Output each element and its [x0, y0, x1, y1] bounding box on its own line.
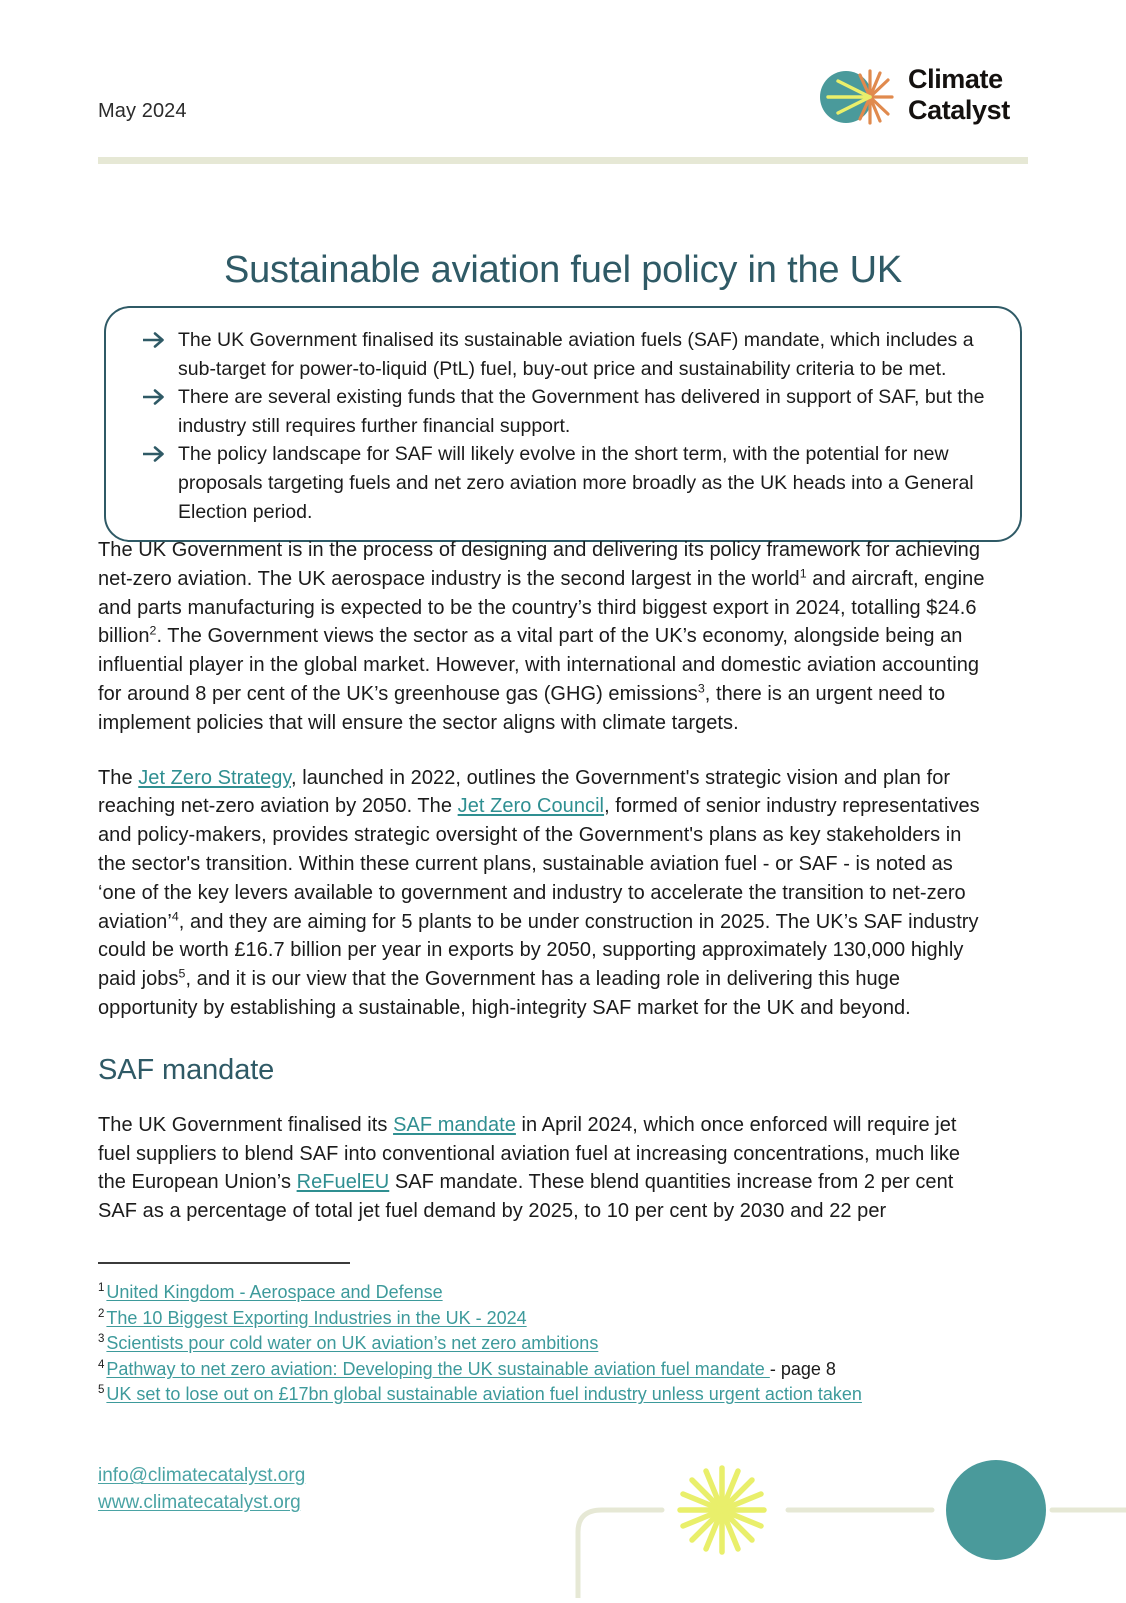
list-item	[126, 383, 994, 440]
list-item	[126, 326, 994, 383]
paragraph-text: The UK Government finalised its	[98, 1113, 394, 1136]
arrow-right-icon	[142, 443, 166, 465]
paragraph-text: and aircraft, engine and parts manufacturing is expected to be the country’s third biggest export in 2024, totalling $24.6 billion	[98, 567, 985, 648]
paragraph-text: in April 2024, which once enforced will require jet fuel suppliers to blend SAF into conventional aviation fuel at increasing concentrations, much like the European Union’s	[98, 1113, 961, 1194]
link-saf-mandate[interactable]: SAF mandate	[393, 1113, 516, 1136]
link-jet-zero-strategy[interactable]: Jet Zero Strategy	[138, 766, 291, 789]
logo-line-1: Climate	[908, 64, 1003, 94]
footnote-divider	[98, 1262, 350, 1264]
sunburst-icon	[680, 1468, 764, 1552]
key-points-list	[126, 326, 994, 526]
footnote-item	[98, 1331, 1028, 1357]
climate-catalyst-logo	[814, 62, 1028, 130]
footer-email-link[interactable]: info@climatecatalyst.org	[98, 1465, 306, 1486]
document-header	[98, 62, 1028, 152]
climate-catalyst-sunburst-logo-icon	[814, 66, 900, 128]
document-date: May 2024	[98, 100, 187, 122]
footer-website-link[interactable]: www.climatecatalyst.org	[98, 1492, 301, 1513]
header-divider	[98, 157, 1028, 164]
footnote-ref-2[interactable]: 2	[149, 623, 157, 638]
key-points-callout	[104, 306, 1022, 542]
paragraph-text: , there is an urgent need to implement policies that will ensure the sector aligns with climate targets.	[98, 682, 946, 734]
footnote-item	[98, 1306, 1028, 1332]
footer-decoration-graphic	[540, 1400, 1126, 1598]
paragraph-text: . The Government views the sector as a vital part of the UK’s economy, alongside being an influential player in the global market. However, with international and domestic aviation accounting for around 8 per cent of the UK’s greenhouse gas (GHG) emissions	[98, 625, 980, 705]
footnote-number: 4	[98, 1358, 105, 1371]
paragraph-text: , and they are aiming for 5 plants to be under construction in 2025. The UK’s SAF industry could be worth £16.7 billion per year in exports by 2050, supporting approximately 130,000 highly paid jobs	[98, 910, 979, 991]
footer-contact-links	[98, 1462, 305, 1516]
footnote-number: 1	[98, 1282, 105, 1294]
logo-line-2: Catalyst	[908, 95, 1010, 125]
footnote-number: 5	[98, 1384, 105, 1396]
paragraph-saf-mandate	[98, 1111, 990, 1226]
paragraph-text: The UK Government is in the process of designing and delivering its policy framework for achieving net-zero aviation. The UK aerospace industry is the second largest in the world	[98, 539, 980, 590]
arrow-right-icon	[142, 329, 166, 351]
footnotes-section	[98, 1262, 1028, 1408]
page-title: Sustainable aviation fuel policy in the UK	[223, 249, 903, 292]
footnote-link[interactable]: Pathway to net zero aviation: Developing the UK sustainable aviation fuel mandate	[106, 1358, 770, 1379]
footnote-link[interactable]: Scientists pour cold water on UK aviation’s net zero ambitions	[106, 1333, 599, 1353]
paragraph-jet-zero	[98, 764, 990, 1023]
footnote-item	[98, 1280, 1028, 1306]
footnote-ref-3[interactable]: 3	[697, 681, 705, 696]
paragraph-text: SAF mandate. These blend quantities increase from 2 per cent SAF as a percentage of total jet fuel demand by 2025, to 10 per cent by 2030 and 22 per	[98, 1171, 954, 1223]
footnote-ref-1[interactable]: 1	[799, 566, 807, 581]
key-point-text: The UK Government finalised its sustainable aviation fuels (SAF) mandate, which includes a sub-target for power-to-liquid (PtL) fuel, buy-out price and sustainability criteria to be met.	[178, 329, 974, 380]
footnote-suffix: - page 8	[769, 1358, 836, 1379]
document-body	[98, 536, 990, 1226]
footnote-ref-4[interactable]: 4	[171, 908, 179, 923]
link-refueleu[interactable]: ReFuelEU	[296, 1171, 390, 1194]
section-heading-saf-mandate: SAF mandate	[98, 1053, 275, 1086]
paragraph-intro	[98, 536, 990, 738]
paragraph-text: The	[98, 766, 139, 789]
footnote-link[interactable]: The 10 Biggest Exporting Industries in the UK - 2024	[106, 1307, 527, 1328]
key-point-text: The policy landscape for SAF will likely evolve in the short term, with the potential for new proposals targeting fuels and net zero aviation more broadly as the UK heads into a General Election period.	[178, 443, 974, 523]
footnote-link[interactable]: United Kingdom - Aerospace and Defense	[106, 1282, 443, 1302]
arrow-right-icon	[142, 386, 166, 408]
key-point-text: There are several existing funds that the Government has delivered in support of SAF, but the industry still requires further financial support.	[178, 386, 985, 437]
paragraph-text: , launched in 2022, outlines the Government's strategic vision and plan for reaching net-zero aviation by 2050. The	[98, 766, 951, 818]
paragraph-text: , formed of senior industry representatives and policy-makers, provides strategic oversight of the Government's plans as key stakeholders in the sector's transition. Within these current plans, sustainable aviation fuel - or SAF - is noted as ‘one of the key levers available to government and industry to accelerate the transition to net-zero aviation’	[98, 795, 980, 933]
footnote-ref-5[interactable]: 5	[178, 966, 186, 981]
footnote-item	[98, 1357, 1028, 1383]
footnote-number: 2	[98, 1307, 105, 1320]
climate-catalyst-wordmark	[908, 64, 1010, 126]
paragraph-text: , and it is our view that the Government has a leading role in delivering this huge opportunity by establishing a sustainable, high-integrity SAF market for the UK and beyond.	[98, 968, 911, 1019]
list-item	[126, 440, 994, 526]
link-jet-zero-council[interactable]: Jet Zero Council	[457, 795, 605, 818]
footnote-link[interactable]: UK set to lose out on £17bn global sustainable aviation fuel industry unless urgent action taken	[106, 1384, 862, 1404]
footnote-number: 3	[98, 1333, 105, 1345]
teal-circle-shape	[946, 1460, 1046, 1560]
